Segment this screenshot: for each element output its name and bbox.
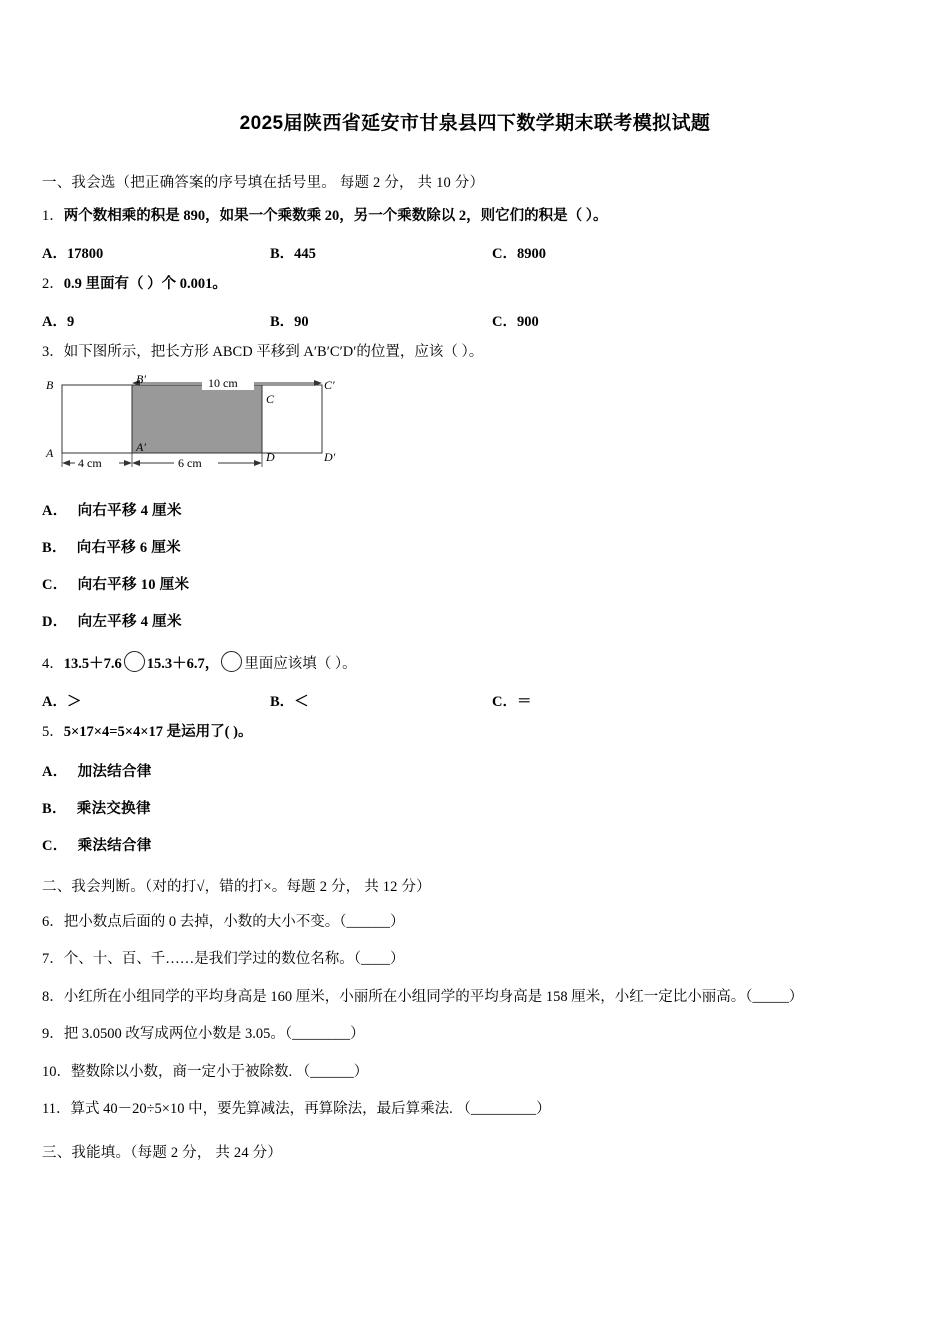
svg-text:D: D: [266, 450, 275, 465]
svg-text:B′: B′: [136, 372, 146, 387]
judgement-6: [42, 911, 908, 933]
judgement-7-number: 7．: [42, 951, 64, 968]
option-3a: A． 向右平移 4 厘米: [42, 503, 182, 520]
svg-text:10 cm: 10 cm: [208, 376, 238, 391]
option-3b: B． 向右平移 6 厘米: [42, 540, 181, 557]
option-5a: A． 加法结合律: [42, 763, 152, 780]
rectangle-translation-diagram: [42, 371, 372, 483]
judgement-9-text: 把 3.0500 改写成两位小数是 3.05。（________）: [63, 1026, 365, 1043]
option-3c: C． 向右平移 10 厘米: [42, 577, 190, 594]
option-2b: B．90: [270, 313, 309, 330]
judgement-6-text: 把小数点后面的 0 去掉，小数的大小不变。（______）: [63, 913, 405, 930]
option-4a: A．＞: [42, 694, 82, 710]
question-5-text: 5×17×4=5×4×17 是运用了( )。: [63, 724, 253, 740]
question-4-text-after: 里面应该填（ ）。: [244, 656, 357, 673]
question-1-number: 1．: [42, 208, 64, 224]
question-2: [42, 274, 908, 296]
svg-text:6 cm: 6 cm: [178, 456, 202, 471]
judgement-11-number: 11．: [42, 1101, 71, 1118]
question-5: [42, 722, 908, 744]
judgement-7: [42, 948, 908, 970]
option-5c: C． 乘法结合律: [42, 837, 152, 854]
judgement-8-number: 8．: [42, 988, 64, 1005]
judgement-6-number: 6．: [42, 913, 64, 930]
circle-blank-icon-2: [221, 651, 242, 672]
option-1c: C．8900: [492, 245, 546, 262]
question-1-text: 两个数相乘的积是 890，如果一个乘数乘 20，另一个乘数除以 2，则它们的积是（ ）。: [63, 208, 608, 224]
svg-text:C: C: [266, 392, 275, 407]
question-3: [42, 342, 908, 364]
option-1b: B．445: [270, 245, 316, 262]
option-2c: C．900: [492, 313, 539, 330]
page-title: 2025届陕西省延安市甘泉县四下数学期末联考模拟试题: [239, 113, 711, 134]
question-1-options: [42, 242, 908, 260]
option-5b: B． 乘法交换律: [42, 800, 151, 817]
svg-text:A′: A′: [136, 440, 146, 455]
question-4: [42, 651, 908, 676]
judgement-10: [42, 1061, 908, 1083]
question-4-text-middle: 15.3＋6.7，: [146, 656, 220, 673]
question-2-number: 2．: [42, 275, 64, 292]
question-3-text: 如下图所示，把长方形 ABCD 平移到 A′B′C′D′的位置，应该（ ）。: [63, 343, 484, 360]
question-3-number: 3．: [42, 343, 64, 360]
svg-text:C′: C′: [324, 378, 335, 393]
circle-blank-icon-1: [124, 651, 145, 672]
option-1a: A．17800: [42, 245, 104, 262]
judgement-8-text: 小红所在小组同学的平均身高是 160 厘米，小丽所在小组同学的平均身高是 158 厘米，小红一定比小丽高。（_____）: [63, 988, 804, 1005]
option-2a: A．9: [42, 313, 75, 330]
judgement-10-text: 整数除以小数，商一定小于被除数. （______）: [71, 1063, 369, 1080]
judgement-9-number: 9．: [42, 1026, 64, 1043]
option-4c: C．＝: [492, 694, 532, 710]
section-heading-3: 三、我能填。（每题 2 分， 共 24 分）: [42, 1144, 283, 1161]
svg-text:4 cm: 4 cm: [78, 456, 102, 471]
translation-figure: [42, 371, 908, 483]
question-5-number: 5．: [42, 724, 64, 740]
question-4-number: 4．: [42, 656, 64, 673]
question-2-text: 0.9 里面有（ ）个 0.001。: [63, 275, 227, 292]
option-4b: B．＜: [270, 694, 309, 710]
question-2-options: [42, 310, 908, 328]
svg-text:D′: D′: [324, 450, 336, 465]
judgement-11: [42, 1098, 908, 1120]
question-4-text-before: 13.5＋7.6: [63, 656, 122, 673]
judgement-7-text: 个、十、百、千……是我们学过的数位名称。（____）: [63, 951, 405, 968]
question-1: [42, 206, 908, 228]
section-heading-1: 一、我会选（把正确答案的序号填在括号里。 每题 2 分， 共 10 分）: [42, 175, 485, 191]
svg-text:B: B: [46, 378, 54, 393]
svg-text:A: A: [46, 446, 54, 461]
judgement-11-text: 算式 40－20÷5×10 中，要先算减法，再算除法，最后算乘法. （_________）: [70, 1101, 551, 1118]
judgement-8: [42, 986, 908, 1008]
option-3d: D． 向左平移 4 厘米: [42, 614, 182, 631]
section-heading-2: 二、我会判断。（对的打√，错的打×。每题 2 分， 共 12 分）: [42, 878, 431, 895]
judgement-9: [42, 1023, 908, 1045]
question-4-options: [42, 690, 908, 708]
judgement-10-number: 10．: [42, 1063, 71, 1080]
